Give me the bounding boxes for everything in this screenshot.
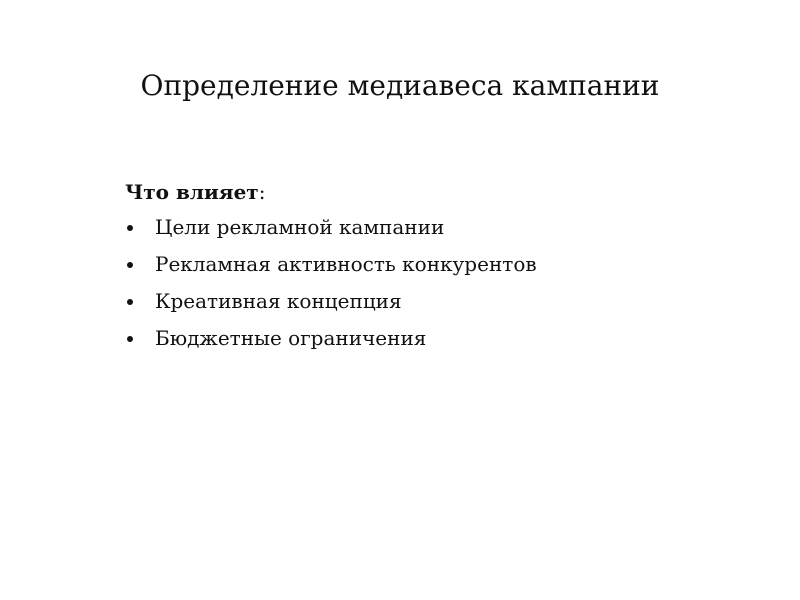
lead-colon: : — [258, 180, 266, 204]
bullet-item — [125, 211, 725, 243]
bullet-icon — [127, 336, 133, 342]
lead-label: Что влияет — [125, 180, 259, 204]
bullet-icon — [127, 225, 133, 231]
bullet-text: Креативная концепция — [155, 289, 402, 313]
bullet-text: Бюджетные ограничения — [155, 326, 427, 350]
bullet-icon — [127, 262, 133, 268]
slide-content — [125, 176, 725, 359]
bullet-text: Цели рекламной кампании — [155, 215, 445, 239]
bullet-item — [125, 285, 725, 317]
lead-line — [125, 176, 725, 208]
bullet-text: Рекламная активность конкурентов — [155, 252, 537, 276]
bullet-icon — [127, 299, 133, 305]
bullet-list — [125, 211, 725, 354]
bullet-item — [125, 248, 725, 280]
bullet-item — [125, 322, 725, 354]
slide-title: Определение медиавеса кампании — [140, 69, 660, 102]
